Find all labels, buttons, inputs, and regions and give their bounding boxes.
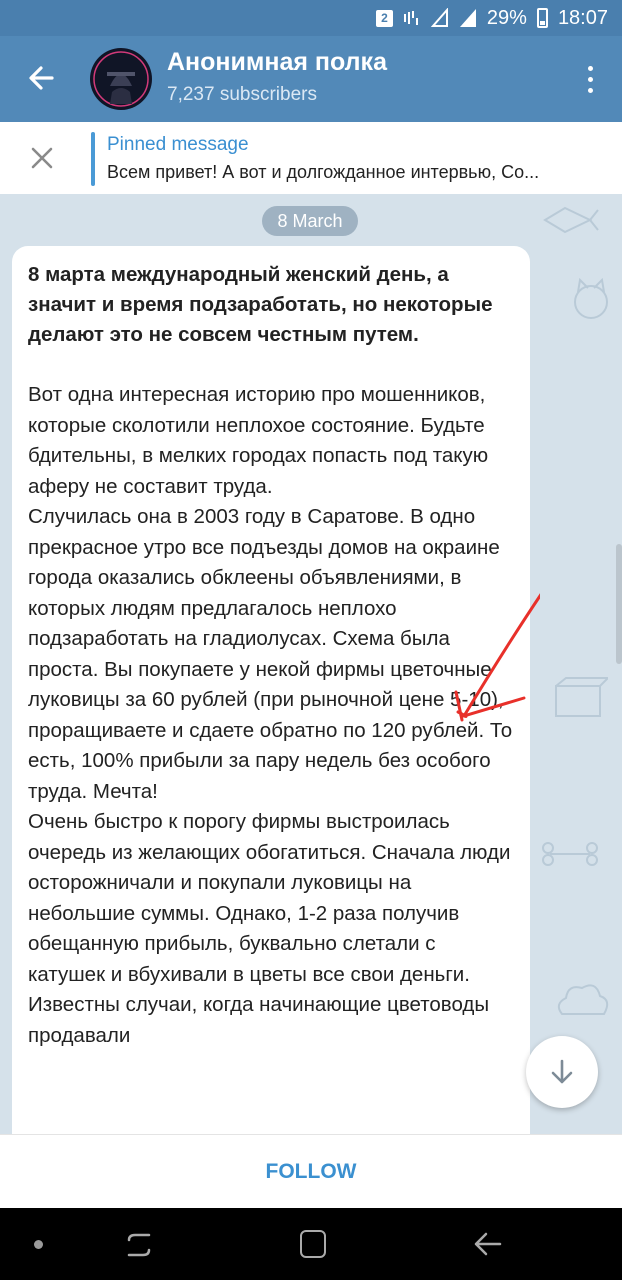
- more-vertical-icon[interactable]: [588, 66, 596, 96]
- pinned-message-bar[interactable]: [0, 122, 622, 194]
- cell-signal-icon: [459, 8, 477, 28]
- nav-back-icon[interactable]: [472, 1230, 502, 1258]
- bone-doodle-icon: [540, 834, 600, 874]
- message-body: Вот одна интересная историю про мошенников, которые сколотили неплохое состояние. Будьте бдительны, в мелких городах попасть под такую аферу не составит труда. Случилась она в 2003 году в Саратове. В одно прекрасное утро все подъезды домов на окраине города оказались обклеены объявлениями, в которых людям предлагалось неплохо подзаработать на гладиолусах. Схема была проста. Вы покупаете у некой фирмы цветочные луковицы за 60 рублей (при рыночной цене 5-10), проращиваете и сдаете обратно по 120 рублей. То есть, 100% прибыли за пару недель без особого труда. Мечта! Очень быстро к порогу фирмы выстроилась очередь из желающих обогатиться. Сначала люди осторожничали и покупали луковицы на небольшие суммы. Однако, 1-2 раза получив обещанную прибыль, буквально слетали с катушек и вбухивали в цветы все свои деньги. Известны случаи, когда начинающие цветоводы продавали: [28, 383, 513, 1047]
- message-headline: 8 марта международный женский день, а значит и время подзаработать, но некоторые делают это не совсем честным путем.: [28, 263, 493, 346]
- recents-icon[interactable]: [125, 1232, 153, 1258]
- sim-badge: 2: [376, 10, 393, 27]
- arrow-down-icon: [547, 1057, 577, 1087]
- nav-dot-icon[interactable]: [34, 1240, 43, 1249]
- pinned-text: Всем привет! А вот и долгожданное интервью, Со...: [107, 162, 540, 182]
- fish-doodle-icon: [540, 200, 600, 240]
- subscriber-count: 7,237 subscribers: [167, 84, 317, 105]
- clock: 18:07: [557, 6, 608, 29]
- cloud-doodle-icon: [552, 974, 612, 1024]
- scroll-down-button[interactable]: [526, 1036, 598, 1108]
- home-icon[interactable]: [300, 1230, 326, 1258]
- channel-header: [0, 36, 622, 122]
- follow-button[interactable]: FOLLOW: [0, 1134, 622, 1208]
- red-arrow-annotation-icon: [440, 580, 540, 730]
- close-icon[interactable]: [30, 146, 54, 170]
- chat-area[interactable]: [0, 194, 622, 1134]
- system-nav-bar: [0, 1208, 622, 1280]
- signal-4g-icon: [403, 8, 421, 28]
- battery-icon: [537, 8, 548, 28]
- wifi-icon: [431, 8, 449, 28]
- status-bar: [0, 0, 622, 36]
- arrow-left-icon[interactable]: [22, 58, 62, 98]
- date-separator: 8 March: [262, 206, 358, 236]
- battery-percent: 29%: [486, 6, 527, 29]
- channel-avatar[interactable]: [90, 48, 152, 110]
- pinned-label: Pinned message: [107, 134, 249, 155]
- cat-doodle-icon: [566, 274, 616, 324]
- channel-title[interactable]: Анонимная полка: [167, 48, 387, 76]
- box-doodle-icon: [548, 674, 608, 724]
- chat-scrollbar[interactable]: [616, 544, 622, 664]
- pinned-accent-bar: [91, 132, 95, 186]
